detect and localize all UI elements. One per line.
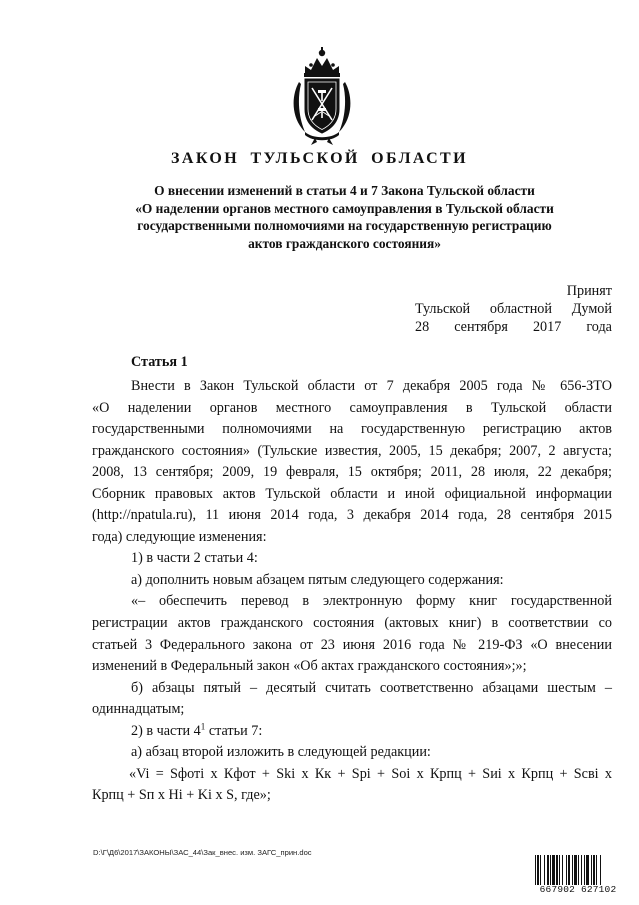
adopted-word: Тульской xyxy=(415,301,471,317)
body-line: регистрации актов гражданского состояния (актовых книг) в соответствии со xyxy=(92,615,612,632)
body-line: б) абзацы пятый – десятый считать соответственно абзацами шестым – xyxy=(131,679,612,696)
barcode-number: 667902 627102 xyxy=(539,884,617,895)
formula-line: «Vi = Sфотi x Кфот + Skі x Кк + Spi + Soi x Крпц + Sиі x Крпц + Sсвi x xyxy=(129,765,612,782)
body-line: гражданского состояния» (Тульские известия, 2005, 15 декабря; 2007, 2 августа; xyxy=(92,442,612,459)
adoption-date-row xyxy=(415,318,612,336)
part-superscript: 1 xyxy=(200,721,206,732)
article-heading: Статья 1 xyxy=(131,354,188,370)
body-line: (http://npatula.ru), 11 июня 2014 года, 3 декабря 2014 года, 28 сентября 2015 xyxy=(92,507,612,524)
law-subtitle xyxy=(90,182,599,252)
adoption-year-word: года xyxy=(586,319,612,335)
body-line: «О наделении органов местного самоуправления в Тульской области xyxy=(92,399,612,416)
subtitle-line: О внесении изменений в статьи 4 и 7 Закона Тульской области xyxy=(154,183,535,198)
part-text: статьи 7: xyxy=(205,722,263,739)
article-body xyxy=(92,376,612,807)
body-line: а) дополнить новым абзацем пятым следующего содержания: xyxy=(131,571,504,588)
body-line-part-7 xyxy=(92,721,612,743)
adoption-year: 2017 xyxy=(532,319,562,335)
body-line: государственными полномочиями на государственную регистрацию актов xyxy=(92,421,612,438)
barcode-icon xyxy=(535,855,621,885)
subtitle-line: государственными полномочиями на государственную регистрацию xyxy=(137,218,552,233)
body-line: статьей 3 Федерального закона от 23 июня 2016 года № 219-ФЗ «О внесении xyxy=(92,636,612,653)
adopted-label: Принят xyxy=(566,283,612,299)
body-line: изменений в Федеральный закон «Об актах гражданского состояния»;»; xyxy=(92,658,527,675)
adopted-word: Думой xyxy=(571,301,612,317)
formula-line: Крпц + Sп x Hi + Ki x S, где»; xyxy=(92,787,271,804)
subtitle-line: актов гражданского состояния» xyxy=(248,235,441,251)
adoption-month: сентября xyxy=(454,319,508,335)
part-text: 2) в части 4 xyxy=(131,722,201,739)
adopted-word: областной xyxy=(489,301,552,317)
body-line: а) абзац второй изложить в следующей редакции: xyxy=(131,744,431,761)
file-path: D:\Г\Д6\2017\ЗАКОНЫ\ЗАС_44\Зак_внес. изм. ЗАГС_прин.doc xyxy=(93,848,312,857)
body-line: «– обеспечить перевод в электронную форму книг государственной xyxy=(131,593,612,610)
body-line: 1) в части 2 статьи 4: xyxy=(131,550,258,567)
body-line: 2008, 13 сентября; 2009, 19 февраля, 15 октября; 2011, 28 июля, 22 декабря; xyxy=(92,464,612,481)
tula-coat-of-arms-icon xyxy=(287,44,357,146)
adopted-by-row xyxy=(415,300,612,318)
body-line: Внести в Закон Тульской области от 7 декабря 2005 года № 656-ЗТО xyxy=(131,378,612,394)
law-title: ЗАКОН ТУЛЬСКОЙ ОБЛАСТИ xyxy=(171,150,468,167)
adoption-block xyxy=(415,282,612,336)
subtitle-line: «О наделении органов местного самоуправления в Тульской области xyxy=(135,200,554,216)
body-line: одиннадцатым; xyxy=(92,701,185,718)
body-line: года) следующие изменения: xyxy=(92,528,267,545)
body-line: Сборник правовых актов Тульской области и иной официальной информации xyxy=(92,485,612,502)
adoption-day: 28 xyxy=(415,319,430,335)
